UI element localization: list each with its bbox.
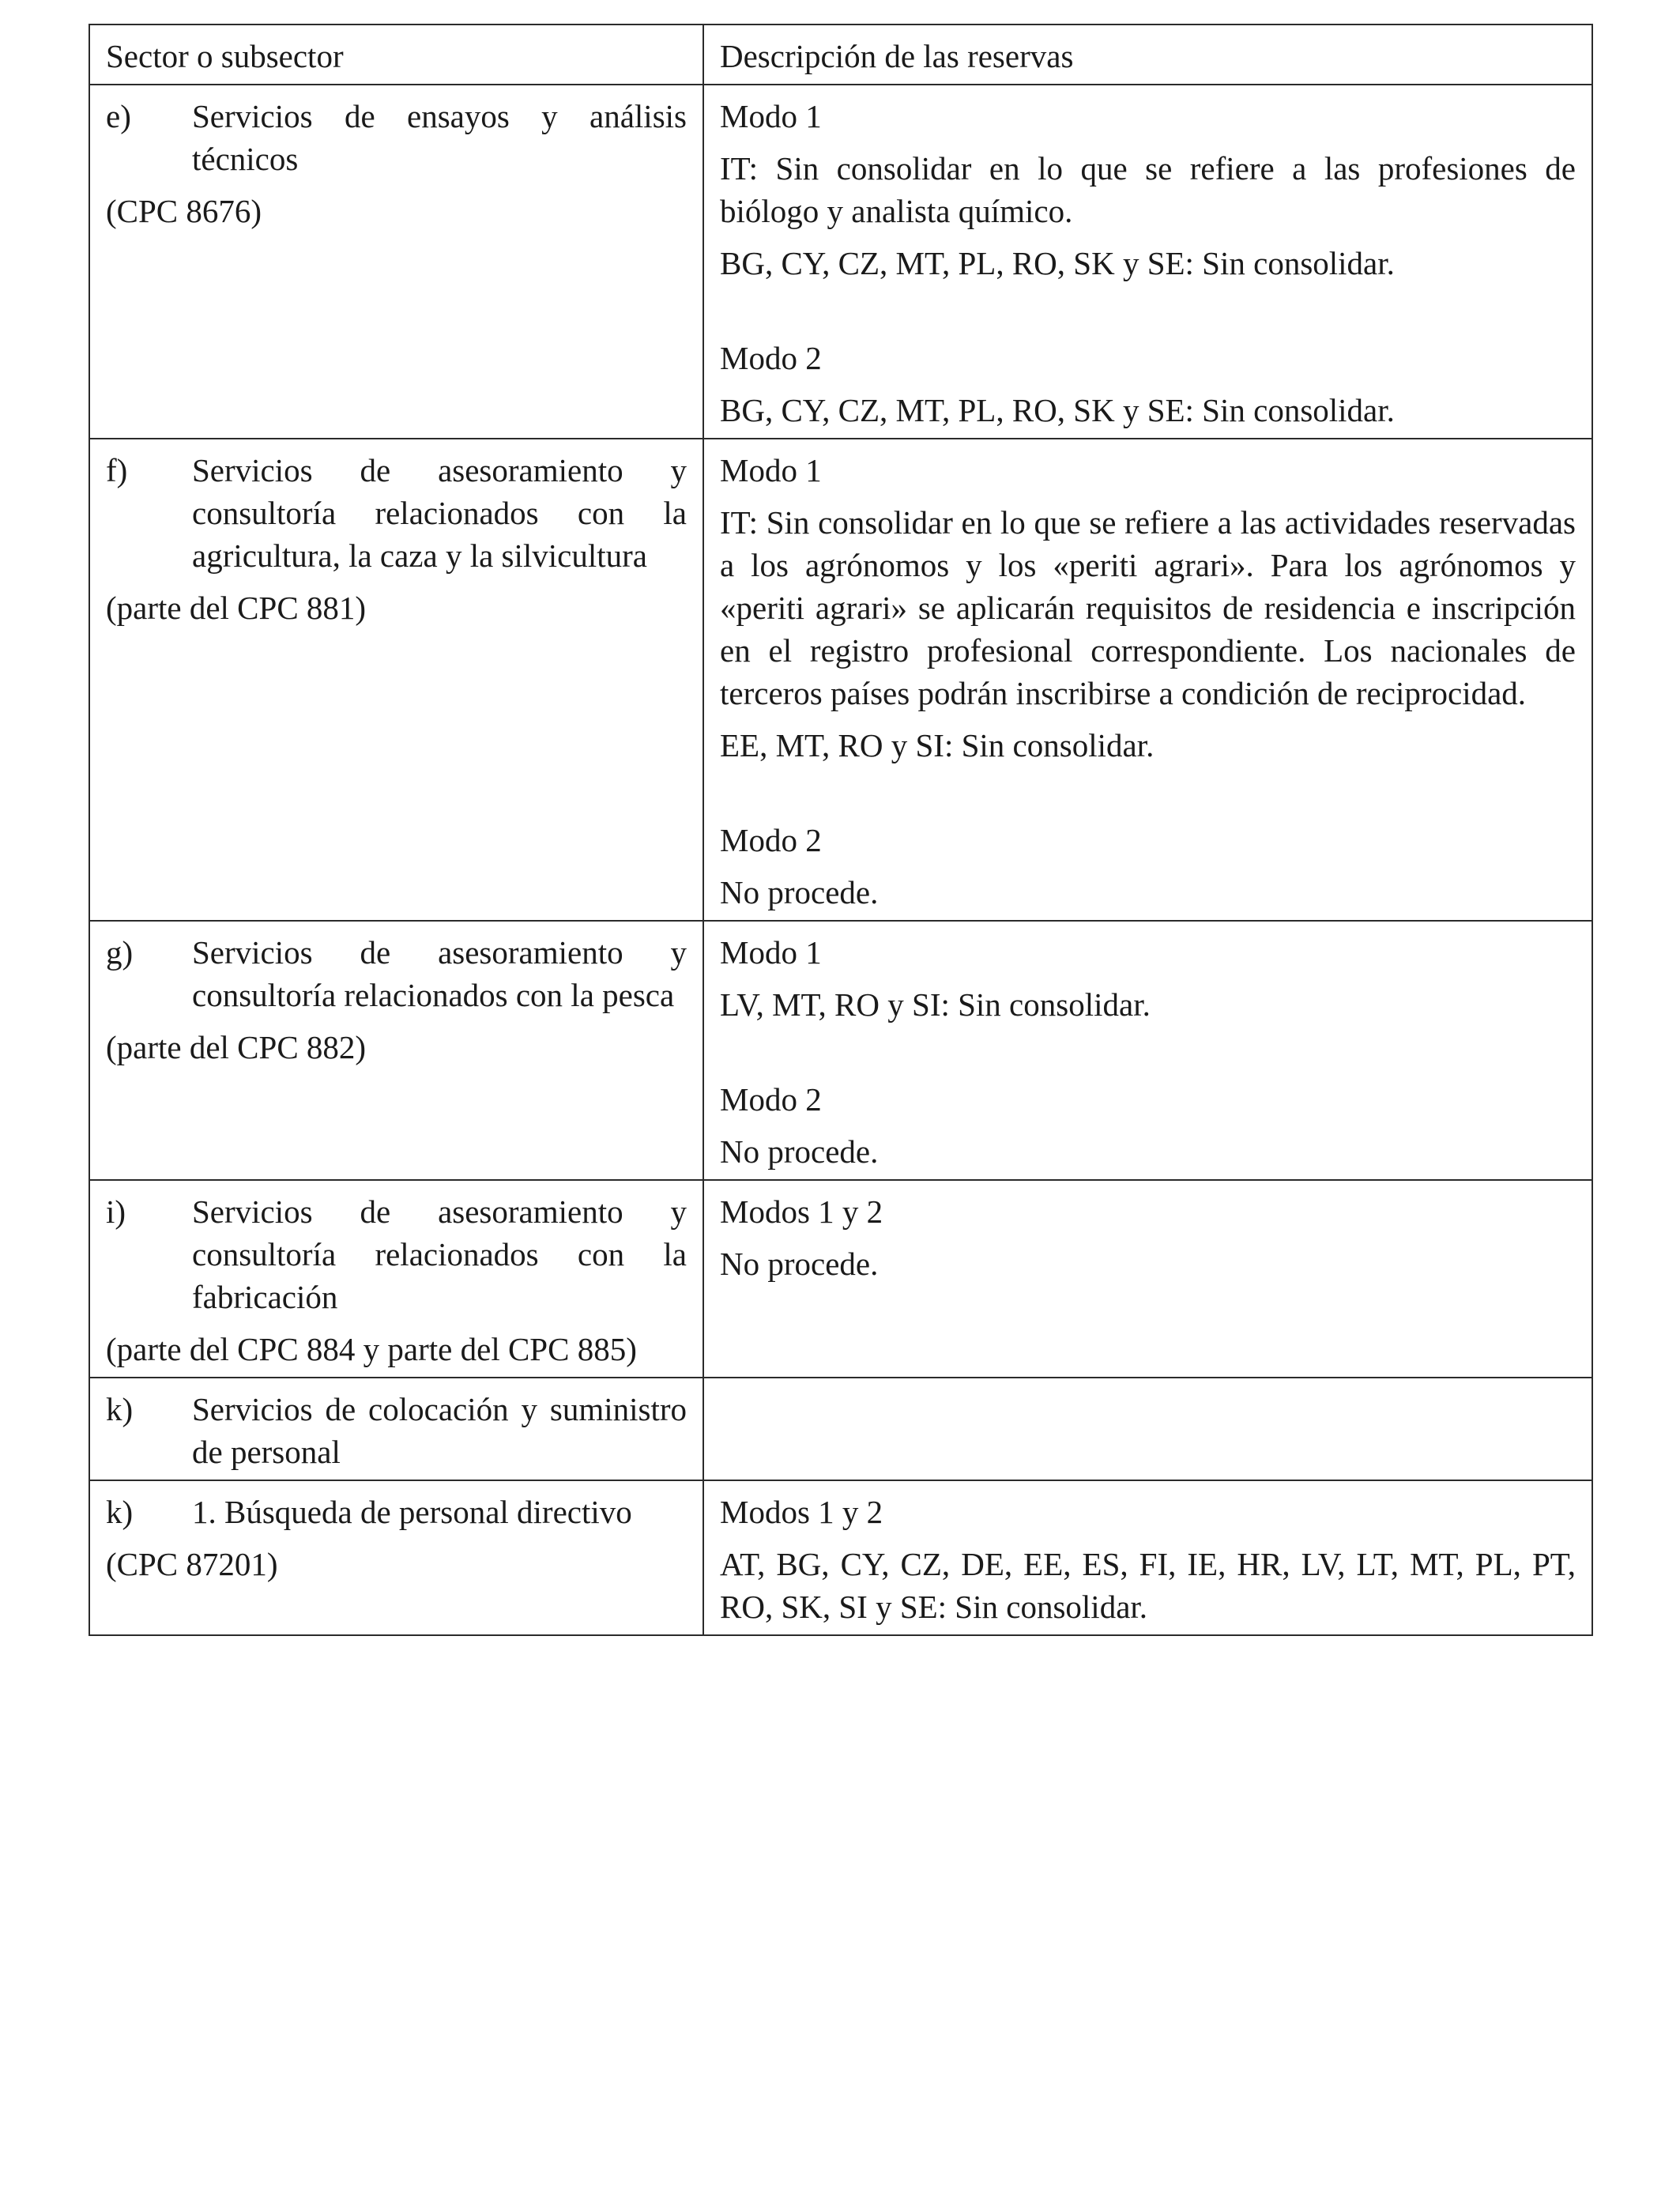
item-letter: e) <box>106 98 131 134</box>
mode-heading: Modo 1 <box>720 452 822 488</box>
item-title: Servicios de asesoramiento y consultoría relacionados con la pesca <box>192 934 687 1013</box>
table-row <box>89 1378 1592 1480</box>
sector-cell <box>89 1480 703 1635</box>
table-row <box>89 85 1592 439</box>
item-title: Servicios de asesoramiento y consultoría relacionados con la fabricación <box>192 1193 687 1315</box>
reservation-text: LV, MT, RO y SI: Sin consolidar. <box>720 986 1151 1023</box>
block-gap <box>720 776 1576 819</box>
cpc-reference: (CPC 87201) <box>106 1546 278 1582</box>
reservation-text: AT, BG, CY, CZ, DE, EE, ES, FI, IE, HR, LV, LT, MT, PL, PT, RO, SK, SI y SE: Sin consolidar. <box>720 1546 1576 1625</box>
reservation-text: BG, CY, CZ, MT, PL, RO, SK y SE: Sin consolidar. <box>720 392 1395 428</box>
sector-cell <box>89 1180 703 1378</box>
mode-heading: Modo 2 <box>720 1081 822 1118</box>
item-letter: i) <box>106 1193 126 1230</box>
item-title: Servicios de ensayos y análisis técnicos <box>192 98 687 177</box>
reservation-text: No procede. <box>720 1133 879 1170</box>
reservation-text: BG, CY, CZ, MT, PL, RO, SK y SE: Sin consolidar. <box>720 245 1395 281</box>
sector-cell <box>89 1378 703 1480</box>
reserves-cell <box>703 439 1592 921</box>
item-letter: f) <box>106 452 128 488</box>
block-gap <box>720 1035 1576 1078</box>
item-title: 1. Búsqueda de personal directivo <box>192 1494 632 1530</box>
reserves-cell <box>703 921 1592 1180</box>
table-body <box>89 25 1592 1635</box>
reservations-table <box>89 24 1593 1636</box>
sector-cell <box>89 439 703 921</box>
mode-heading: Modo 2 <box>720 340 822 376</box>
sector-item <box>106 449 687 577</box>
cpc-reference: (parte del CPC 881) <box>106 590 367 626</box>
mode-heading: Modos 1 y 2 <box>720 1193 883 1230</box>
reserves-cell <box>703 1180 1592 1378</box>
reserves-cell <box>703 1378 1592 1480</box>
table-row <box>89 1180 1592 1378</box>
sector-item <box>106 1388 687 1473</box>
item-letter: g) <box>106 934 134 971</box>
sector-item <box>106 1491 687 1533</box>
reservation-text: IT: Sin consolidar en lo que se refiere a las profesiones de biólogo y analista químico. <box>720 150 1576 229</box>
header-reserves: Descripción de las reservas <box>703 25 1592 85</box>
reservation-text: No procede. <box>720 874 879 910</box>
table-row <box>89 921 1592 1180</box>
mode-heading: Modos 1 y 2 <box>720 1494 883 1530</box>
mode-heading: Modo 2 <box>720 822 822 858</box>
sector-cell <box>89 85 703 439</box>
table-row <box>89 1480 1592 1635</box>
item-letter: k) <box>106 1494 134 1530</box>
header-row <box>89 25 1592 85</box>
item-title: Servicios de asesoramiento y consultoría relacionados con la agricultura, la caza y la silvicultura <box>192 452 687 574</box>
cpc-reference: (parte del CPC 884 y parte del CPC 885) <box>106 1331 637 1367</box>
sector-item <box>106 1190 687 1318</box>
table-row <box>89 439 1592 921</box>
mode-heading: Modo 1 <box>720 98 822 134</box>
header-sector: Sector o subsector <box>89 25 703 85</box>
cpc-reference: (CPC 8676) <box>106 193 262 229</box>
sector-item <box>106 95 687 180</box>
reserves-cell <box>703 1480 1592 1635</box>
cpc-reference: (parte del CPC 882) <box>106 1029 367 1065</box>
sector-item <box>106 931 687 1016</box>
sector-cell <box>89 921 703 1180</box>
block-gap <box>720 294 1576 337</box>
reserves-cell <box>703 85 1592 439</box>
reservation-text: No procede. <box>720 1246 879 1282</box>
item-title: Servicios de colocación y suministro de personal <box>192 1391 687 1470</box>
reservation-text: IT: Sin consolidar en lo que se refiere a las actividades reservadas a los agrónomos y los «periti agrari». Para los agrónomos y «periti agrari» se aplicarán requisitos de residencia e inscripción en el registro profesional correspondiente. Los nacionales de terceros países podrán inscribirse a condición de reciprocidad. <box>720 504 1576 711</box>
reservation-text: EE, MT, RO y SI: Sin consolidar. <box>720 727 1155 763</box>
mode-heading: Modo 1 <box>720 934 822 971</box>
item-letter: k) <box>106 1391 134 1427</box>
